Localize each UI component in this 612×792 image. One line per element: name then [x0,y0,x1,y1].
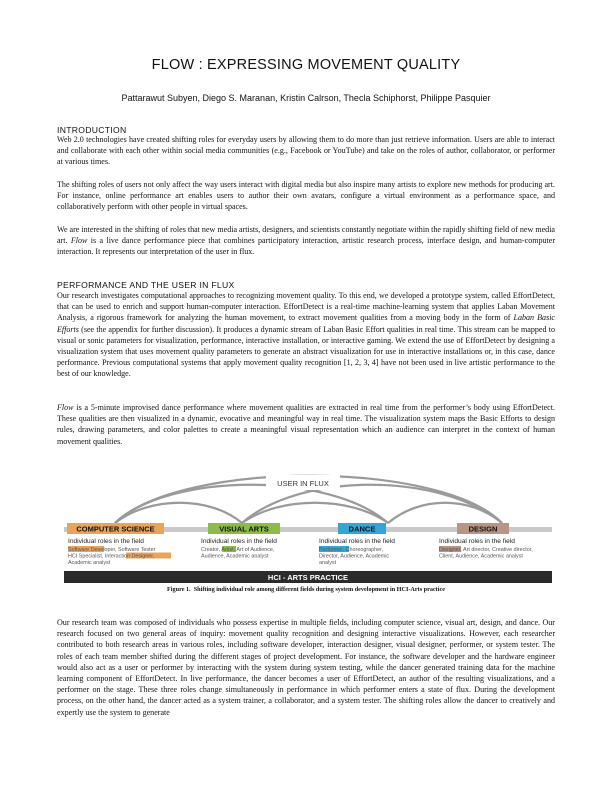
intro-p3-part-b: is a live dance performance piece that combines participatory interaction, artistic research process, interface design, and human-computer interaction. It represents our interpretation of the user in flux. [57,236,556,257]
roles-da-line2: Director, Audience, Academic [319,553,390,560]
figure-caption-text: Shifting individual role among different fields during system development in HCI-Arts practice [193,586,445,593]
figure-1-diagram [0,460,612,588]
intro-paragraph-1: Web 2.0 technologies have created shifting roles for everyday users by allowing them to do more than just retrieve information. Users are able to interact and collaborate with each other within social media communities (e.g., Facebook or YouTube) and take on the roles of author, collaborator, or performer at various times. [57,135,555,167]
field-label-design: DESIGN [468,524,498,534]
perf-p1-part-b: (see the appendix for further discussion). It produces a dynamic stream of Laban Basic Effort qualities in real time. This stream can be mapped to visual or sonic parameters for visualization, performance, interactive installation, or interactive gaming. We extend the use of EffortDetect by designing a visualization system that uses movement quality parameters to generate an abstract visualization for use in interactive installations or, in this case, dance performance. Previous computational systems that apply movement quality recognition [1, 2, 3, 4] have not been used in live artistic performance to the best of our knowledge. [57,324,555,379]
figure-number: Figure 1. [167,586,191,593]
intro-paragraph-3 [57,224,555,258]
perf-p2-part-b: is a 5-minute improvised dance performance where movement qualities are extracted in real time from the performer’s body using EffortDetect. These qualities are then visualized in a dynamic, evocative and meaningful way in real time. The visualization system maps the Basic Efforts to design rules, drawing parameters, and color palettes to create a meaningful visual representation which an audience can interpret in the context of human movement qualities. [57,403,555,446]
roles-de-line1: Designer, Art director, Creative director, [439,547,533,553]
author-list: Pattarawut Subyen, Diego S. Maranan, Kristin Calrson, Thecla Schiphorst, Philippe Pasquier [121,93,491,103]
paper-title: FLOW : EXPRESSING MOVEMENT QUALITY [151,57,461,73]
roles-da-line1: Performer, Choreographer, [319,547,384,553]
roles-cs-line2: HCI Specialist, Interaction Designer, [68,553,155,560]
hci-arts-practice-label: HCI - ARTS PRACTICE [267,573,349,582]
roles-cs-line1: Software Developer, Software Tester [68,547,156,553]
roles-label-cs: Individual roles in the field [68,538,144,545]
roles-label-da: Individual roles in the field [319,538,395,545]
laban-basic-efforts-emphasis: Laban Basic Efforts [57,313,556,334]
field-label-computer-science: COMPUTER SCIENCE [76,524,155,534]
post-figure-paragraph: Our research team was composed of individuals who possess expertise in multiple fields, including computer science, visual art, design, and dance. Our research focused on two general areas of inquiry: movement quality recognition and designing interactive visualizations. However, each researcher contributed to both research areas in various roles, including software developer, interaction designer, visual designer, performer, or system tester. The roles of each team member shifted during the different stages of project development. For instance, the software developer and the hardware engineer would also act as a user or performer by interacting with the system during system testing, while the dancer generated training data for the machine learning component of EffortDetect. In live performance, the dancer becomes a user of EffortDetect, an author of the resulting visualizations, and a performer on the stage. These three roles change simultaneously in performance in which performer enters a state of flux. During the development process, on the other hand, the dancer acted as a system trainer, a collaborator, and a system tester. The shifting roles allow the dancer to creatively and expertly use the system to generate [57,618,555,717]
roles-label-va: Individual roles in the field [201,538,277,545]
roles-cs-line3: Academic analyst [68,560,111,566]
roles-da-line3: analyst [319,560,337,566]
section-heading-performance: PERFORMANCE AND THE USER IN FLUX [57,280,235,290]
figure-1-caption [0,586,612,593]
performance-paragraph-2 [57,402,555,447]
arc-va-da [242,503,388,523]
user-in-flux-label: USER IN FLUX [277,479,329,488]
performance-paragraph-1 [57,290,555,380]
flow-emphasis: Flow [70,236,88,246]
arc-cs-va [115,503,242,523]
section-heading-introduction: INTRODUCTION [57,125,127,135]
arc-da-de [388,503,502,523]
roles-de-line2: Client, Audience, Academic analyst [439,553,523,560]
field-label-dance: DANCE [348,524,376,534]
perf-p1-part-a: Our research investigates computational approaches to recognizing movement quality. To this end, we developed a prototype system, called EffortDetect, that can be used to enrich and support human-computer interaction. EffortDetect is a real-time machine-learning system that applies Laban Movement Analysis, a rigorous framework for analyzing the human movement, to extract movement qualities from a moving body in the form of [57,291,555,323]
roles-va-line2: Audience, Academic analyst [201,553,269,560]
roles-label-de: Individual roles in the field [439,538,515,545]
roles-va-line1: Creator, Artist, Art of Audience, [201,547,275,553]
flow-emphasis-2: Flow [57,403,74,412]
intro-paragraph-2: The shifting roles of users not only affect the way users interact with digital media but also inspire many artists to explore new methods for producing art. For instance, online performance art enables users to author their own avatars, configure a virtual environment as a performance space, and collaboratively perform with other people in virtual spaces. [57,180,555,212]
field-label-visual-arts: VISUAL ARTS [219,524,269,534]
intro-p3-part-a: We are interested in the shifting of roles that new media artists, designers, and scientists constantly negotiate within the rapidly shifting field of new media art. [57,225,555,246]
